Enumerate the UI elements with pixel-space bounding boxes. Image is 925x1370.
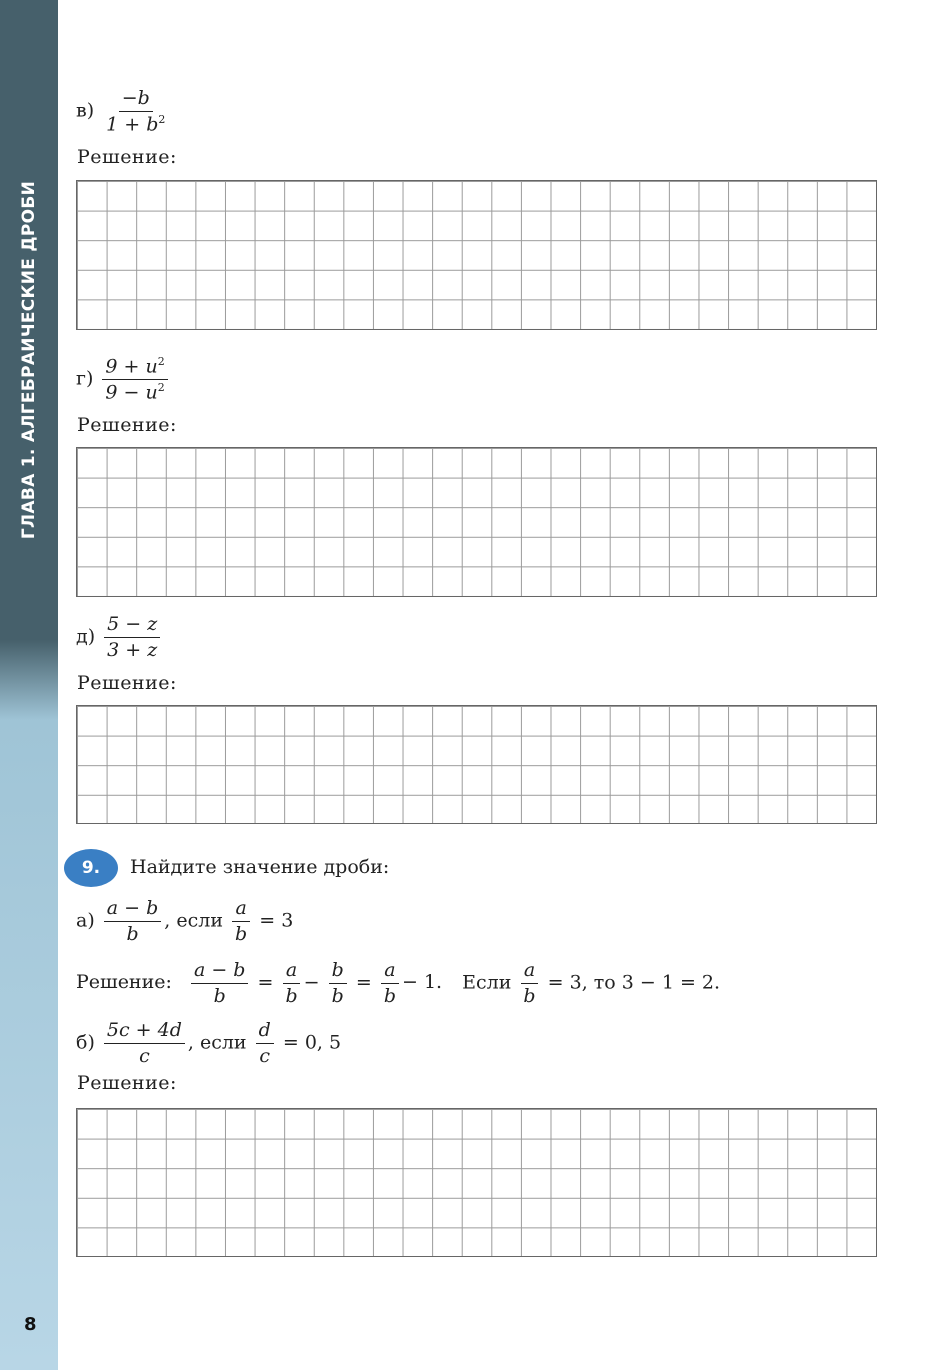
solution-fraction-3 [329, 960, 347, 1007]
solution-fraction-5 [520, 960, 538, 1007]
item-g-denominator [102, 380, 167, 403]
task9-a-cond-value: = 3 [259, 909, 294, 932]
item-g [76, 356, 171, 403]
solution-f5-den: b [523, 984, 536, 1007]
solution-f3-den: b [331, 984, 344, 1007]
item-d-fraction [104, 614, 160, 661]
answer-grid-g[interactable] [76, 447, 877, 597]
chapter-title-strip [0, 0, 58, 640]
solution-f4-den: b [383, 984, 396, 1007]
solution-eq-2: = [355, 971, 372, 994]
solution-fraction-2 [282, 960, 300, 1007]
solution-result: = 3, то 3 − 1 = 2. [547, 971, 721, 994]
answer-grid-v[interactable] [76, 180, 877, 330]
solution-label-9b: Решение: [77, 1072, 177, 1094]
task-number-badge: 9. [64, 849, 118, 887]
item-g-fraction [102, 356, 167, 403]
task9-b-label: б) [76, 1031, 95, 1054]
solution-f2-den: b [285, 984, 298, 1007]
task9-b-cond-num: d [256, 1020, 274, 1044]
task9-a [76, 898, 293, 945]
item-g-denominator-base: 9 − u [105, 381, 158, 404]
task9-a-fraction-num: a − b [104, 898, 162, 922]
task9-a-cond-num: a [232, 898, 249, 922]
item-g-denominator-exp: 2 [157, 381, 165, 395]
solution-fraction-1 [191, 960, 249, 1007]
item-v [76, 88, 171, 135]
item-g-numerator-exp: 2 [157, 355, 165, 368]
task9-b-condition-fraction [256, 1020, 274, 1067]
item-v-denominator-base: 1 + b [106, 113, 159, 136]
task9-a-condition-fraction [232, 898, 250, 945]
task9-a-cond-den: b [235, 922, 248, 945]
task9-b-fraction [104, 1020, 185, 1067]
task9-a-fraction-den: b [126, 922, 139, 945]
item-v-denominator-exp: 2 [158, 112, 166, 126]
solution-f4-num: a [381, 960, 398, 984]
task9-b-cond-value: = 0, 5 [282, 1031, 342, 1054]
page-number: 8 [24, 1314, 37, 1335]
solution-f2-num: a [283, 960, 300, 984]
task9-a-condition-word: , если [164, 909, 223, 932]
chapter-sidebar [0, 0, 58, 1370]
item-d-numerator: 5 − z [104, 614, 160, 638]
task9-b-cond-den: c [259, 1044, 271, 1067]
solution-label-g: Решение: [77, 414, 177, 436]
item-d-label: д) [76, 625, 96, 648]
task9-b-fraction-den: c [139, 1044, 150, 1067]
solution-label-d: Решение: [77, 672, 177, 694]
solution-label-v: Решение: [77, 146, 177, 168]
item-v-numerator: −b [119, 88, 153, 112]
item-v-fraction [103, 88, 168, 135]
item-d [76, 614, 163, 661]
task-title: Найдите значение дроби: [130, 856, 390, 878]
item-g-label: г) [76, 367, 94, 390]
solution-fraction-4 [381, 960, 399, 1007]
task9-a-solution [76, 960, 720, 1007]
task9-a-label: а) [76, 909, 95, 932]
item-v-label: в) [76, 99, 95, 122]
solution-f1-num: a − b [191, 960, 249, 984]
item-g-numerator [102, 356, 167, 380]
answer-grid-d[interactable] [76, 705, 877, 824]
solution-eq-1: = [257, 971, 274, 994]
item-v-denominator [103, 112, 168, 135]
solution-tail: − 1. [401, 971, 443, 994]
task9-b [76, 1020, 341, 1067]
solution-f3-num: b [329, 960, 347, 984]
item-d-denominator: 3 + z [107, 638, 158, 661]
solution-f1-den: b [213, 984, 226, 1007]
task9-b-fraction-num: 5c + 4d [104, 1020, 185, 1044]
answer-grid-9b[interactable] [76, 1108, 877, 1257]
task9-a-fraction [104, 898, 162, 945]
solution-f5-num: a [521, 960, 538, 984]
item-g-numerator-base: 9 + u [105, 355, 158, 378]
task9-b-condition-word: , если [187, 1031, 247, 1054]
chapter-title: ГЛАВА 1. АЛГЕБРАИЧЕСКИЕ ДРОБИ [19, 180, 39, 540]
solution-if-word: Если [462, 971, 512, 994]
task9-a-solution-label: Решение: [76, 971, 172, 994]
solution-minus: − [303, 971, 320, 994]
